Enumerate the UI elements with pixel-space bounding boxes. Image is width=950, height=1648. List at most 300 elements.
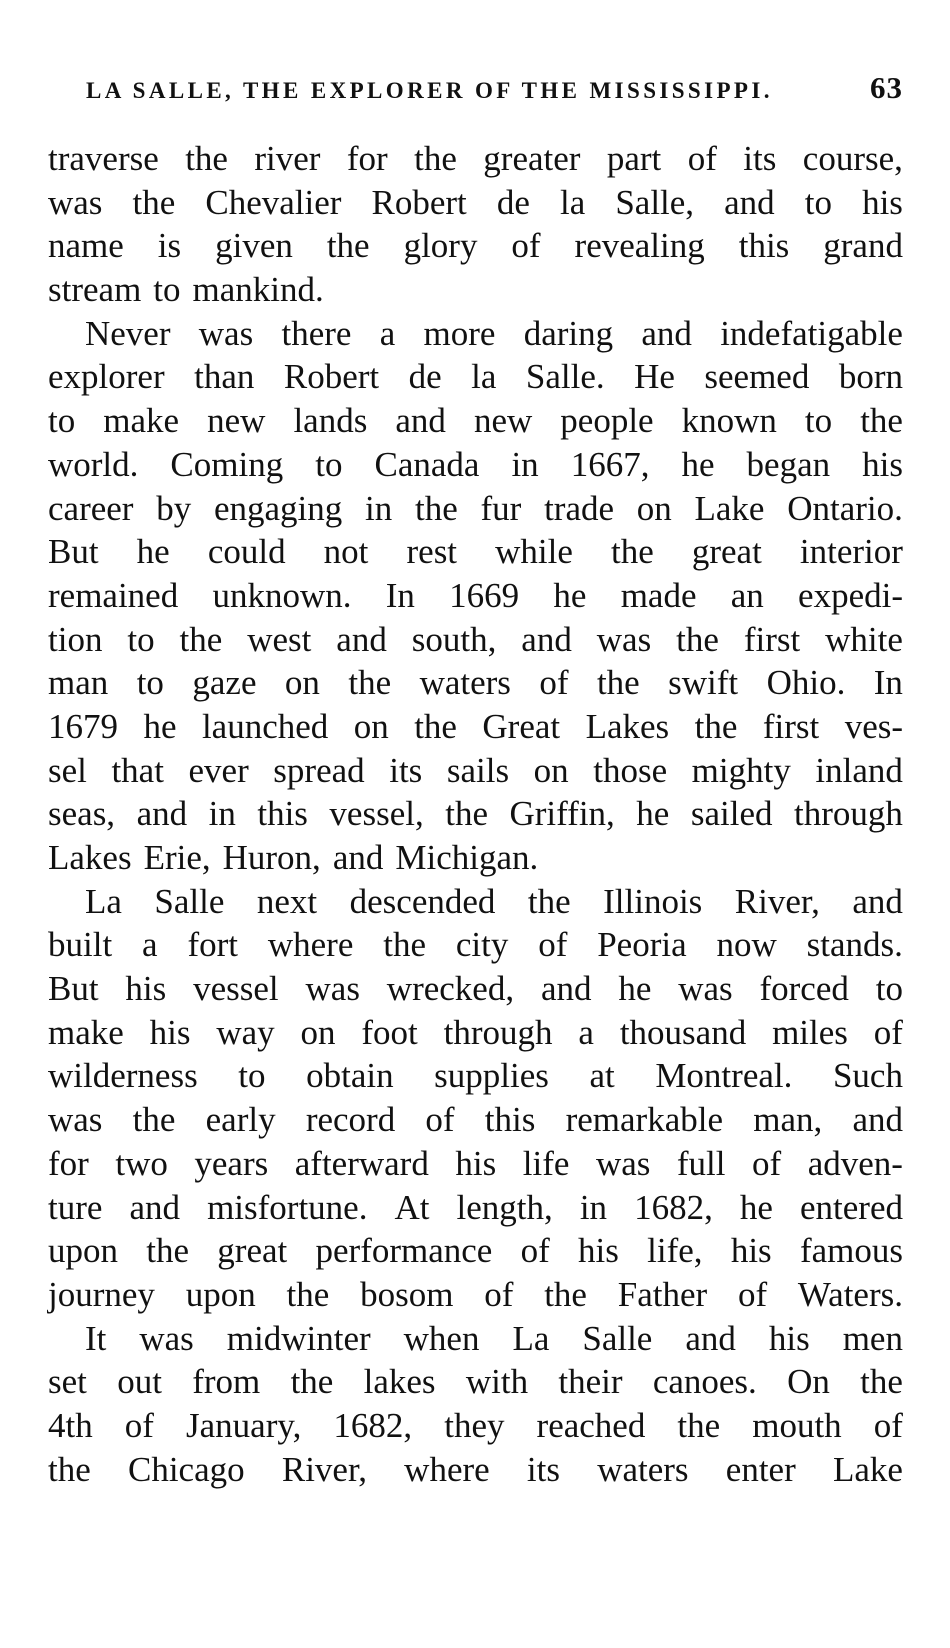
text-line [48, 1011, 903, 1055]
word: to [238, 1056, 266, 1096]
word: la [559, 182, 586, 222]
word: Never [85, 313, 171, 353]
word: But [48, 532, 99, 572]
word: was [596, 619, 652, 659]
word: a [578, 1012, 594, 1052]
word: River, [734, 881, 820, 921]
word: a [142, 925, 158, 965]
word: make [48, 1012, 124, 1052]
word: his [862, 444, 903, 484]
word: to [127, 619, 155, 659]
word: early [205, 1100, 276, 1140]
text-line [48, 399, 903, 443]
word: his [149, 1012, 191, 1052]
word: mouth [752, 1405, 842, 1445]
word: rest [406, 532, 458, 572]
word: and [521, 619, 572, 659]
word: was [678, 969, 733, 1009]
word: de [408, 357, 442, 397]
word: vessel, [329, 794, 424, 834]
word: when [403, 1318, 480, 1358]
word: 1667, [570, 444, 650, 484]
word: Salle [582, 1318, 653, 1358]
word: and [129, 1187, 181, 1227]
word: Salle, [615, 182, 695, 222]
word: the [48, 1449, 91, 1489]
word: the [677, 1405, 721, 1445]
word: man [48, 663, 109, 703]
word: the [414, 139, 457, 178]
word: wilderness [48, 1056, 198, 1096]
word: bosom [360, 1274, 454, 1314]
word: the [414, 488, 458, 528]
word: the [286, 1274, 330, 1314]
word: seas, [48, 794, 116, 834]
word: supplies [434, 1056, 549, 1096]
word: through [793, 794, 903, 834]
word: the [527, 881, 571, 921]
word: men [842, 1318, 903, 1358]
word: remarkable [565, 1100, 723, 1140]
word: and [685, 1318, 736, 1358]
word: two [115, 1143, 168, 1183]
word: Coming [170, 444, 284, 484]
word: remained [48, 575, 179, 615]
word: of [539, 663, 569, 703]
word: not [323, 532, 369, 572]
word: performance [315, 1231, 493, 1271]
word: explorer [48, 357, 165, 397]
word: Lakes [585, 706, 670, 746]
text-line [48, 1229, 903, 1273]
word: the [694, 706, 738, 746]
word: his [862, 182, 903, 222]
word: those [593, 750, 668, 790]
word: its [526, 1449, 560, 1489]
word: great [691, 532, 762, 572]
word: In [385, 575, 415, 615]
word: Such [832, 1056, 903, 1096]
word: he [636, 794, 670, 834]
word: Canada [374, 444, 480, 484]
word: a [379, 313, 396, 353]
word: of [425, 1100, 455, 1140]
word: way [216, 1012, 275, 1052]
word: swift [668, 663, 739, 703]
word: midwinter [226, 1318, 371, 1358]
text-line [48, 1054, 903, 1098]
word: of [511, 226, 541, 266]
word: the [445, 794, 488, 834]
word: 1669 [449, 575, 520, 615]
word: was [48, 182, 103, 222]
word: traverse [48, 139, 159, 178]
word: on [284, 663, 320, 703]
word: the [860, 401, 903, 441]
word: river [254, 139, 321, 178]
word: known [681, 401, 777, 441]
text-line [48, 574, 903, 618]
word: of [520, 1231, 550, 1271]
word: greater [483, 139, 581, 178]
word: expedi- [798, 575, 903, 615]
word: trade [544, 488, 615, 528]
word: Father [617, 1274, 708, 1314]
word: he [143, 706, 177, 746]
word: at [589, 1056, 615, 1096]
text-line [48, 1142, 903, 1186]
word: daring [523, 313, 614, 353]
word: ture [48, 1187, 103, 1227]
word: this [484, 1100, 536, 1140]
word: mighty [691, 750, 791, 790]
word: stands. [806, 925, 903, 965]
text-line [48, 967, 903, 1011]
word: was [305, 969, 360, 1009]
text-line [48, 312, 903, 356]
word: to [48, 401, 76, 441]
word: people [560, 401, 654, 441]
word: enter [725, 1449, 796, 1489]
word: world. [48, 444, 139, 484]
word: of [124, 1405, 154, 1445]
text-line [48, 1098, 903, 1142]
text-line [48, 137, 903, 181]
word: lands [293, 401, 368, 441]
word: new [473, 401, 533, 441]
word: Ohio. [766, 663, 846, 703]
word: Great [482, 706, 561, 746]
word: glory [403, 226, 478, 266]
word: of [484, 1274, 514, 1314]
body-text [48, 137, 903, 1491]
word: waters [597, 1449, 689, 1489]
word: unknown. [212, 575, 352, 615]
word: sailed [690, 794, 773, 834]
word: white [825, 619, 903, 659]
word: the [348, 663, 392, 703]
word: fort [187, 925, 238, 965]
text-line [48, 530, 903, 574]
word: 1682, [634, 1187, 713, 1227]
word: that [111, 750, 164, 790]
word: out [117, 1362, 162, 1402]
word: descended [349, 881, 496, 921]
word: waters [419, 663, 511, 703]
word: Peoria [597, 925, 687, 965]
word: its [743, 139, 777, 178]
word: part [606, 139, 662, 178]
text-line [48, 1273, 903, 1317]
word: the [544, 1274, 587, 1314]
word: to [804, 182, 832, 222]
text-line [48, 1317, 903, 1361]
word: the [676, 619, 719, 659]
word: indefatigable [720, 313, 903, 353]
word: vessel [193, 969, 279, 1009]
word: the [185, 139, 228, 178]
word: obtain [306, 1056, 394, 1096]
word: of [538, 925, 568, 965]
word: through [443, 1012, 553, 1052]
word: where [267, 925, 354, 965]
text-line [48, 355, 903, 399]
word: At [394, 1187, 430, 1227]
word: It [85, 1318, 107, 1358]
word: while [495, 532, 573, 572]
word: January, [186, 1405, 302, 1445]
word: was [595, 1143, 651, 1183]
word: the [596, 663, 640, 703]
word: River, [281, 1449, 367, 1489]
word: than [194, 357, 255, 397]
word: to [804, 401, 833, 441]
word: west [247, 619, 312, 659]
word: from [192, 1362, 261, 1402]
word: Waters. [797, 1274, 903, 1314]
text-line [48, 1404, 903, 1448]
word: Salle. [525, 357, 605, 397]
word: the [132, 1100, 176, 1140]
word: make [103, 401, 180, 441]
word: more [423, 313, 496, 353]
word: length, [456, 1187, 553, 1227]
word: life, [647, 1231, 703, 1271]
text-line [48, 618, 903, 662]
page-number: 63 [870, 70, 903, 105]
word: grand [823, 226, 903, 266]
word: record [305, 1100, 396, 1140]
word: in [208, 794, 236, 834]
word: lakes [363, 1362, 436, 1402]
word: Salle [154, 881, 225, 921]
word: great [217, 1231, 288, 1271]
word: life [522, 1143, 570, 1183]
word: the [414, 706, 457, 746]
word: its [389, 750, 423, 790]
word: thousand [619, 1012, 747, 1052]
word: engaging [213, 488, 343, 528]
word: But [48, 969, 99, 1009]
text-line [48, 705, 903, 749]
word: He [634, 357, 675, 397]
text-line [48, 224, 903, 268]
word: an [730, 575, 764, 615]
word: forced [759, 969, 849, 1009]
word: they [444, 1405, 505, 1445]
word: new [207, 401, 266, 441]
word: and [136, 794, 188, 834]
word: in [579, 1187, 608, 1227]
word: miles [772, 1012, 848, 1052]
word: first [743, 619, 801, 659]
text-line [48, 661, 903, 705]
word: first [762, 706, 820, 746]
word: inland [815, 750, 903, 790]
word: in [511, 444, 539, 484]
word: tion [48, 619, 103, 659]
word: course, [802, 139, 903, 178]
word: the [611, 532, 654, 572]
word: reached [536, 1405, 646, 1445]
word: wrecked, [386, 969, 515, 1009]
text-line [48, 181, 903, 225]
word: the [179, 619, 223, 659]
word: Lakes [48, 838, 132, 877]
word: seemed [704, 357, 810, 397]
word: of [687, 139, 717, 178]
word: sails [446, 750, 510, 790]
word: on [353, 706, 389, 746]
word: ever [188, 750, 249, 790]
word: launched [201, 706, 329, 746]
word: Lake [694, 488, 765, 528]
text-line [48, 923, 903, 967]
word: to [136, 663, 164, 703]
word: revealing [574, 226, 705, 266]
word: with [465, 1362, 529, 1402]
word: given [215, 226, 293, 266]
word: man, [753, 1100, 823, 1140]
word: fur [480, 488, 522, 528]
running-head [86, 70, 903, 110]
word: gaze [192, 663, 257, 703]
word: where [404, 1449, 490, 1489]
word: de [496, 182, 530, 222]
word: foot [361, 1012, 418, 1052]
word: there [281, 313, 352, 353]
word: of [737, 1274, 768, 1314]
word: and [395, 401, 446, 441]
word: upon [48, 1231, 118, 1271]
word: on [636, 488, 672, 528]
word: next [256, 881, 318, 921]
word: he [136, 532, 170, 572]
text-line [48, 487, 903, 531]
word: adven- [807, 1143, 903, 1183]
word: in [365, 488, 393, 528]
word: by [156, 488, 192, 528]
word: and [540, 969, 592, 1009]
word: famous [799, 1231, 903, 1271]
word: and [852, 1100, 903, 1140]
word: La [85, 881, 122, 921]
text-line [48, 836, 903, 880]
text-line [48, 1448, 903, 1492]
word: Chicago [127, 1449, 245, 1489]
word: Robert [371, 182, 467, 222]
word: of [873, 1405, 903, 1445]
text-line [48, 1360, 903, 1404]
word: and [332, 838, 384, 877]
word: the [860, 1362, 903, 1402]
word: on [533, 750, 569, 790]
word: Robert [283, 357, 380, 397]
word: set [48, 1362, 87, 1402]
word: misfortune. [207, 1187, 368, 1227]
word: and [641, 313, 692, 353]
word: the [326, 226, 370, 266]
word: spread [273, 750, 365, 790]
word: made [620, 575, 697, 615]
word: Michigan. [395, 838, 539, 877]
text-line [48, 443, 903, 487]
word: of [873, 1012, 903, 1052]
word: and [336, 619, 387, 659]
word: their [558, 1362, 623, 1402]
word: stream [48, 270, 142, 310]
word: to [315, 444, 343, 484]
word: sel [48, 750, 87, 790]
word: for [346, 139, 388, 178]
word: canoes. [652, 1362, 757, 1402]
word: began [746, 444, 831, 484]
word: Illinois [603, 881, 703, 921]
word: afterward [294, 1143, 429, 1183]
text-line [48, 1186, 903, 1230]
word: Lake [832, 1449, 903, 1489]
word: the [146, 1231, 190, 1271]
word: La [512, 1318, 550, 1358]
word: he [618, 969, 652, 1009]
word: this [257, 794, 308, 834]
word: his [578, 1231, 619, 1271]
word: the [132, 182, 176, 222]
word: his [125, 969, 167, 1009]
word: and [724, 182, 775, 222]
word: interior [799, 532, 903, 572]
word: his [730, 1231, 772, 1271]
word: the [383, 925, 426, 965]
word: and [852, 881, 903, 921]
word: years [194, 1143, 269, 1183]
word: la [471, 357, 497, 397]
running-head-title: LA SALLE, THE EXPLORER OF THE MISSISSIPPI. [86, 78, 773, 103]
word: was [198, 313, 254, 353]
word: entered [800, 1187, 903, 1227]
word: he [553, 575, 587, 615]
word: city [455, 925, 509, 965]
word: his [768, 1318, 810, 1358]
word: mankind. [192, 270, 324, 310]
word: is [157, 226, 182, 266]
word: Griffin, [509, 794, 615, 834]
word: career [48, 488, 134, 528]
word: was [48, 1100, 103, 1140]
text-line [48, 792, 903, 836]
word: to [153, 270, 181, 310]
word: his [455, 1143, 497, 1183]
word: ves- [844, 706, 903, 746]
word: 1679 [48, 706, 118, 746]
word: was [139, 1318, 194, 1358]
word: born [838, 357, 903, 397]
word: 4th [48, 1405, 93, 1445]
word: 1682, [333, 1405, 413, 1445]
word: he [739, 1187, 773, 1227]
word: built [48, 925, 113, 965]
word: on [300, 1012, 336, 1052]
word: On [787, 1362, 830, 1402]
word: full [676, 1143, 726, 1183]
word: Chevalier [205, 182, 342, 222]
word: south, [411, 619, 497, 659]
word: to [875, 969, 903, 1009]
word: Ontario. [787, 488, 903, 528]
word: Erie, [143, 838, 211, 877]
text-line [48, 880, 903, 924]
word: now [716, 925, 777, 965]
